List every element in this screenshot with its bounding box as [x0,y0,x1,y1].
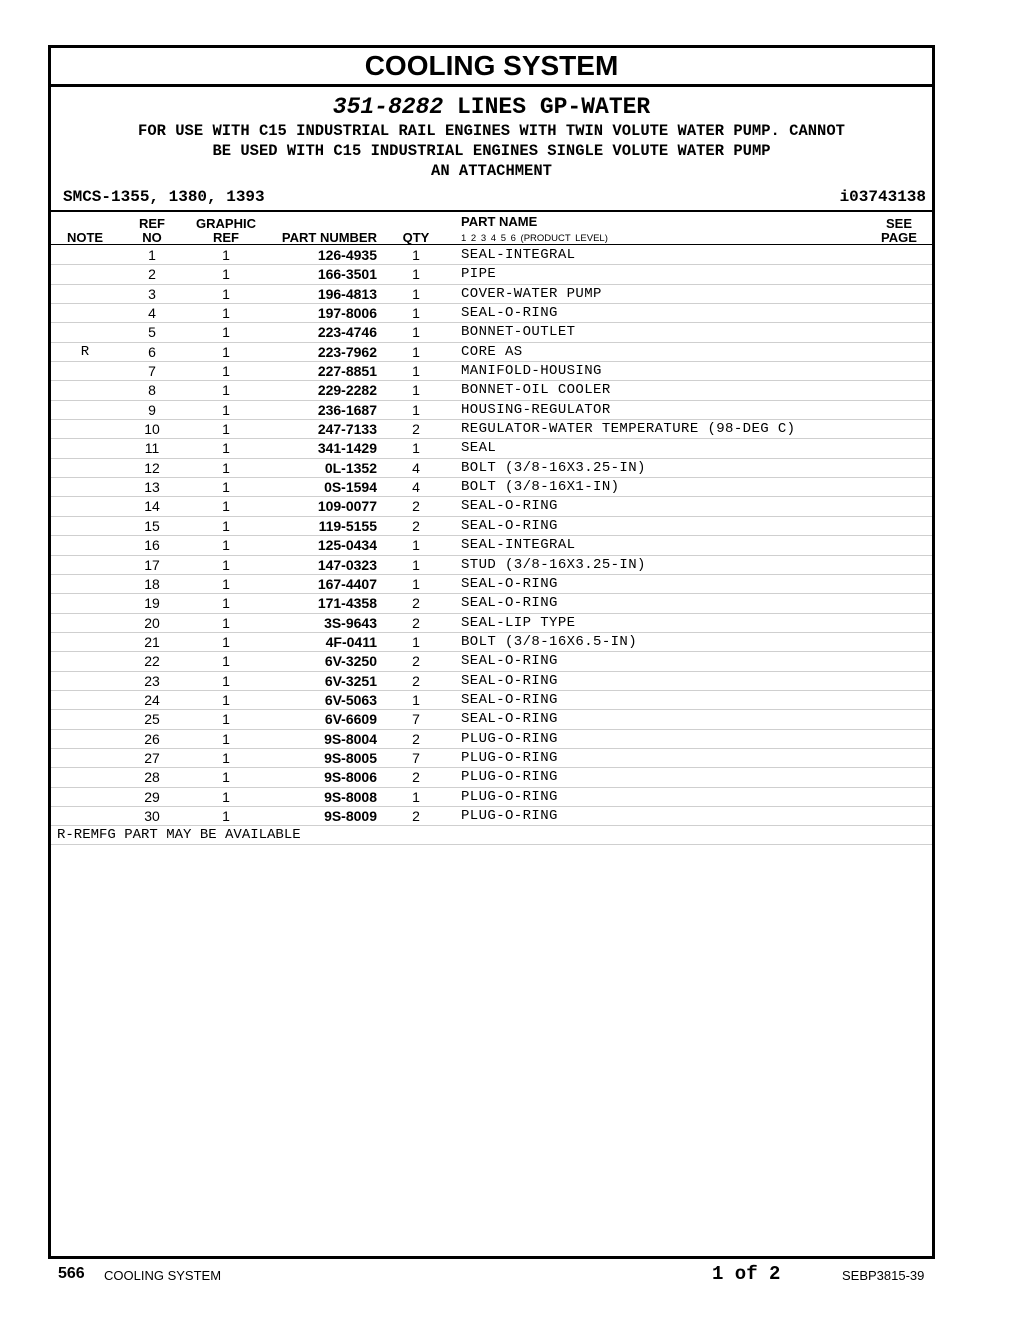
row-part-number: 171-4358 [317,595,377,612]
row-ref-no: 16 [144,537,160,554]
row-part-number: 4F-0411 [325,633,377,650]
table-row [51,246,932,265]
row-ref-no: 24 [144,691,160,708]
row-ref-no: 3 [148,285,156,302]
footer-page-number: 566 [58,1265,85,1282]
row-part-name: PIPE [461,266,497,283]
row-graphic-ref: 1 [222,691,230,708]
row-part-number: 3S-9643 [324,614,377,631]
row-ref-no: 14 [144,498,160,515]
row-qty: 2 [412,769,420,786]
row-graphic-ref: 1 [222,479,230,496]
row-graphic-ref: 1 [222,769,230,786]
table-row [51,439,932,458]
row-ref-no: 21 [144,633,160,650]
col-header-see-page: PAGE [881,230,917,245]
row-qty: 2 [412,672,420,689]
row-part-name: BONNET-OUTLET [461,324,576,341]
row-graphic-ref: 1 [222,537,230,554]
row-part-number: 147-0323 [317,556,377,573]
row-ref-no: 27 [144,749,160,766]
row-graphic-ref: 1 [222,266,230,283]
row-graphic-ref: 1 [222,711,230,728]
row-part-name: HOUSING-REGULATOR [461,401,611,418]
col-header-graphic-ref: REF [213,230,239,245]
row-graphic-ref: 1 [222,305,230,322]
row-qty: 1 [412,633,420,650]
row-qty: 2 [412,730,420,747]
row-part-name: BOLT (3/8-16X1-IN) [461,479,620,496]
row-ref-no: 15 [144,517,160,534]
table-row [51,614,932,633]
row-part-name: CORE AS [461,343,523,360]
col-header-part-number: PART NUMBER [281,230,377,245]
row-ref-no: 2 [148,266,156,283]
row-part-name: BONNET-OIL COOLER [461,382,611,399]
row-part-number: 0S-1594 [324,479,377,496]
row-part-number: 126-4935 [317,247,377,263]
row-graphic-ref: 1 [222,575,230,592]
row-qty: 2 [412,653,420,670]
row-part-number: 229-2282 [317,382,377,399]
row-part-number: 9S-8008 [324,788,377,805]
row-ref-no: 5 [148,324,156,341]
row-part-name: SEAL-O-RING [461,305,558,322]
row-part-name: PLUG-O-RING [461,749,558,766]
row-qty: 1 [412,440,420,457]
row-ref-no: 18 [144,575,160,592]
row-ref-no: 20 [144,614,160,631]
row-part-number: 125-0434 [317,537,377,554]
row-part-name: REGULATOR-WATER TEMPERATURE (98-DEG C) [461,421,796,438]
row-part-name: MANIFOLD-HOUSING [461,363,602,380]
row-ref-no: 19 [144,595,160,612]
row-graphic-ref: 1 [222,653,230,670]
row-graphic-ref: 1 [222,556,230,573]
table-row [51,323,932,342]
table-row [51,478,932,497]
header-divider [51,210,932,212]
row-qty: 1 [412,266,420,283]
table-row [51,788,932,807]
col-header-see-page: SEE [885,216,912,231]
row-part-number: 6V-3251 [324,672,377,689]
row-qty: 1 [412,247,420,263]
row-part-number: 247-7133 [317,421,377,438]
row-ref-no: 23 [144,672,160,689]
row-qty: 1 [412,537,420,554]
row-ref-no: 4 [148,305,156,322]
col-header-qty: QTY [402,230,430,245]
row-part-name: SEAL-INTEGRAL [461,247,576,263]
row-qty: 7 [412,711,420,728]
row-part-name: SEAL-O-RING [461,595,558,612]
row-part-number: 236-1687 [317,401,377,418]
row-part-number: 223-7962 [317,343,377,360]
smcs-codes: SMCS-1355, 1380, 1393 [63,188,265,206]
group-name: LINES GP-WATER [457,94,651,120]
table-row [51,556,932,575]
row-part-number: 109-0077 [317,498,377,515]
row-graphic-ref: 1 [222,440,230,457]
row-qty: 1 [412,575,420,592]
row-part-name: PLUG-O-RING [461,730,558,747]
group-part-number: 351-8282 [332,94,444,120]
row-qty: 4 [412,479,420,496]
row-ref-no: 7 [148,363,156,380]
row-part-number: 197-8006 [317,305,377,322]
row-graphic-ref: 1 [222,498,230,515]
row-graphic-ref: 1 [222,788,230,805]
row-ref-no: 30 [144,807,160,824]
row-ref-no: 12 [144,459,160,476]
group-description-line: AN ATTACHMENT [431,162,552,180]
row-graphic-ref: 1 [222,382,230,399]
row-part-name: COVER-WATER PUMP [461,285,602,302]
table-row [51,401,932,420]
col-header-part-name: PART NAME [461,214,538,229]
row-part-number: 6V-6609 [324,711,377,728]
row-qty: 2 [412,614,420,631]
footer-document-id: SEBP3815-39 [842,1268,925,1283]
row-part-number: 119-5155 [318,517,377,534]
table-row [51,517,932,536]
row-graphic-ref: 1 [222,730,230,747]
row-ref-no: 6 [148,343,156,360]
row-qty: 1 [412,691,420,708]
row-ref-no: 17 [144,556,160,573]
group-description-line: BE USED WITH C15 INDUSTRIAL ENGINES SINGLE VOLUTE WATER PUMP [212,142,771,160]
row-ref-no: 28 [144,769,160,786]
row-graphic-ref: 1 [222,517,230,534]
row-graphic-ref: 1 [222,421,230,438]
row-qty: 2 [412,595,420,612]
table-row [51,575,932,594]
row-graphic-ref: 1 [222,401,230,418]
table-row [51,594,932,613]
row-graphic-ref: 1 [222,459,230,476]
row-ref-no: 26 [144,730,160,747]
row-graphic-ref: 1 [222,324,230,341]
row-part-name: SEAL-O-RING [461,711,558,728]
row-part-name: SEAL-INTEGRAL [461,537,576,554]
product-levels: 1 2 3 4 5 6 (PRODUCT LEVEL) [461,233,608,244]
column-header-divider [51,244,932,245]
row-qty: 1 [412,305,420,322]
parts-page-frame [48,45,935,1259]
row-part-number: 223-4746 [317,324,377,341]
row-part-name: SEAL-LIP TYPE [461,614,576,631]
row-ref-no: 13 [144,479,160,496]
table-row [51,730,932,749]
row-qty: 1 [412,401,420,418]
table-row [51,343,932,362]
row-part-name: PLUG-O-RING [461,807,558,824]
table-row [51,536,932,555]
row-ref-no: 25 [144,711,160,728]
table-row [51,304,932,323]
row-part-number: 227-8851 [317,363,377,380]
table-row [51,749,932,768]
row-graphic-ref: 1 [222,363,230,380]
row-part-number: 9S-8005 [324,749,377,766]
table-row [51,691,932,710]
table-row [51,362,932,381]
footer-section: COOLING SYSTEM [104,1268,222,1283]
table-row [51,285,932,304]
group-title [51,94,932,120]
group-description-line: FOR USE WITH C15 INDUSTRIAL RAIL ENGINES WITH TWIN VOLUTE WATER PUMP. CANNOT [138,122,845,140]
row-part-name: SEAL-O-RING [461,498,558,515]
row-graphic-ref: 1 [222,595,230,612]
row-graphic-ref: 1 [222,807,230,824]
row-qty: 7 [412,749,420,766]
illustration-id: i03743138 [839,188,926,206]
table-row [51,652,932,671]
row-graphic-ref: 1 [222,749,230,766]
row-part-number: 166-3501 [317,266,377,283]
row-qty: 2 [412,807,420,824]
row-part-number: 341-1429 [317,440,377,457]
row-part-name: SEAL-O-RING [461,575,558,592]
row-qty: 2 [412,498,420,515]
row-qty: 1 [412,788,420,805]
row-part-name: BOLT (3/8-16X6.5-IN) [461,633,638,650]
row-part-name: SEAL-O-RING [461,653,558,670]
row-part-name: SEAL-O-RING [461,691,558,708]
row-part-name: SEAL-O-RING [461,517,558,534]
table-row [51,459,932,478]
row-ref-no: 11 [144,440,160,457]
table-row [51,265,932,284]
table-row [51,807,932,826]
row-part-number: 196-4813 [317,285,377,302]
row-part-name: PLUG-O-RING [461,769,558,786]
row-part-name: STUD (3/8-16X3.25-IN) [461,556,646,573]
row-ref-no: 1 [148,247,156,263]
row-part-number: 6V-3250 [324,653,377,670]
row-part-name: SEAL-O-RING [461,672,558,689]
row-graphic-ref: 1 [222,614,230,631]
row-note: R [80,343,90,360]
row-part-number: 0L-1352 [324,459,377,476]
col-header-graphic-ref: GRAPHIC [196,216,256,231]
row-qty: 1 [412,285,420,302]
row-ref-no: 29 [144,788,160,805]
row-qty: 1 [412,382,420,399]
parts-table [51,246,932,845]
row-qty: 1 [412,343,420,360]
footer-page-of: 1 of 2 [712,1263,781,1285]
row-qty: 2 [412,517,420,534]
row-part-number: 9S-8009 [324,807,377,824]
row-ref-no: 9 [148,401,156,418]
row-ref-no: 22 [144,653,160,670]
row-part-name: PLUG-O-RING [461,788,558,805]
table-row [51,420,932,439]
row-graphic-ref: 1 [222,633,230,650]
row-qty: 1 [412,556,420,573]
table-row [51,710,932,729]
table-row [51,497,932,516]
row-part-number: 9S-8006 [324,769,377,786]
section-title: COOLING SYSTEM [51,48,932,87]
col-header-ref-no: NO [142,230,162,245]
row-graphic-ref: 1 [222,247,230,263]
table-row [51,768,932,787]
row-part-name: BOLT (3/8-16X3.25-IN) [461,459,646,476]
row-graphic-ref: 1 [222,672,230,689]
row-part-number: 9S-8004 [324,730,377,747]
row-qty: 1 [412,324,420,341]
row-qty: 1 [412,363,420,380]
table-row [51,633,932,652]
row-qty: 4 [412,459,420,476]
col-header-ref-no: REF [139,216,165,231]
table-row [51,672,932,691]
row-part-name: SEAL [461,440,497,457]
table-row [51,381,932,400]
row-part-number: 6V-5063 [324,691,377,708]
footnote: R-REMFG PART MAY BE AVAILABLE [51,826,932,845]
row-ref-no: 10 [144,421,160,438]
row-graphic-ref: 1 [222,343,230,360]
row-part-number: 167-4407 [317,575,377,592]
col-header-note: NOTE [66,230,104,245]
row-qty: 2 [412,421,420,438]
row-graphic-ref: 1 [222,285,230,302]
row-ref-no: 8 [148,382,156,399]
